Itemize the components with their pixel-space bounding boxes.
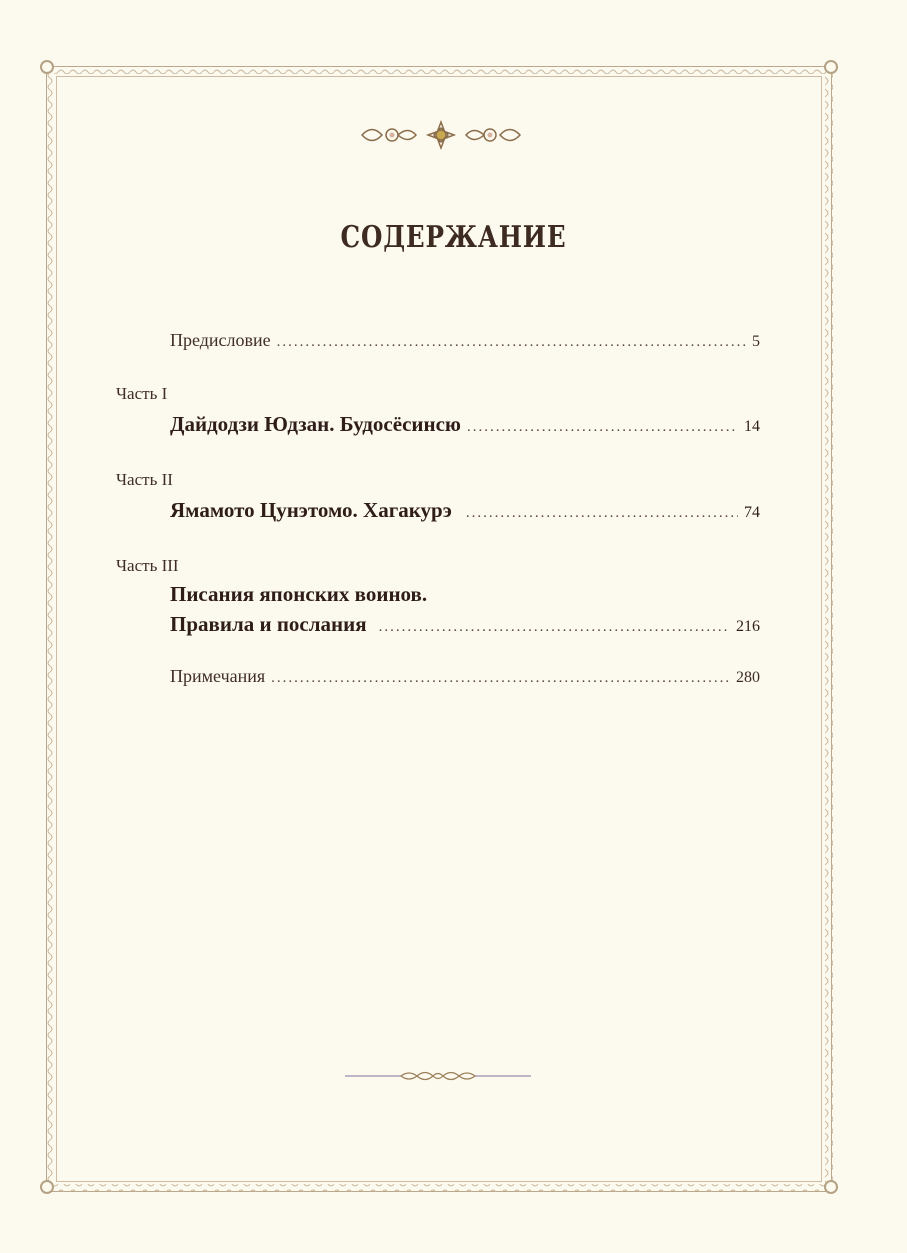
toc-leader-dots [379,619,730,636]
toc-page-number: 14 [744,418,760,435]
toc-page-number: 74 [744,504,760,521]
toc-entry-part3 [170,612,760,637]
toc-entry-label: Предисловие [170,330,271,350]
toc-part-label: Часть III [116,556,179,575]
toc-leader-dots [277,334,746,351]
toc-leader-dots [466,505,738,522]
bottom-flourish-ornament [345,1068,531,1084]
toc-leader-dots [467,419,738,436]
toc-part-label: Часть II [116,470,173,489]
toc-entry-part2 [170,498,760,523]
toc-entry-part3-line1: Писания японских воинов. [170,582,428,606]
toc-entry-label: Ямамото Цунэтомо. Хагакурэ [170,498,452,522]
frame-corner-ornament [40,60,54,74]
toc-entry-label: Правила и послания [170,612,367,636]
toc-entry-preface [170,330,760,351]
toc-entry-notes [170,666,760,687]
toc-page-number: 216 [736,618,760,635]
toc-leader-dots [271,670,730,687]
toc-entry-label: Примечания [170,666,266,686]
toc-part-label: Часть I [116,384,168,403]
toc-page-number: 280 [736,669,760,686]
frame-corner-ornament [40,1180,54,1194]
toc-entry-part1 [170,412,760,437]
top-flourish-ornament [358,118,524,152]
frame-corner-ornament [824,1180,838,1194]
page-title: СОДЕРЖАНИЕ [340,220,567,255]
toc-entry-label: Дайдодзи Юдзан. Будосёсинсю [170,412,461,436]
toc-page-number: 5 [752,333,760,350]
frame-corner-ornament [824,60,838,74]
